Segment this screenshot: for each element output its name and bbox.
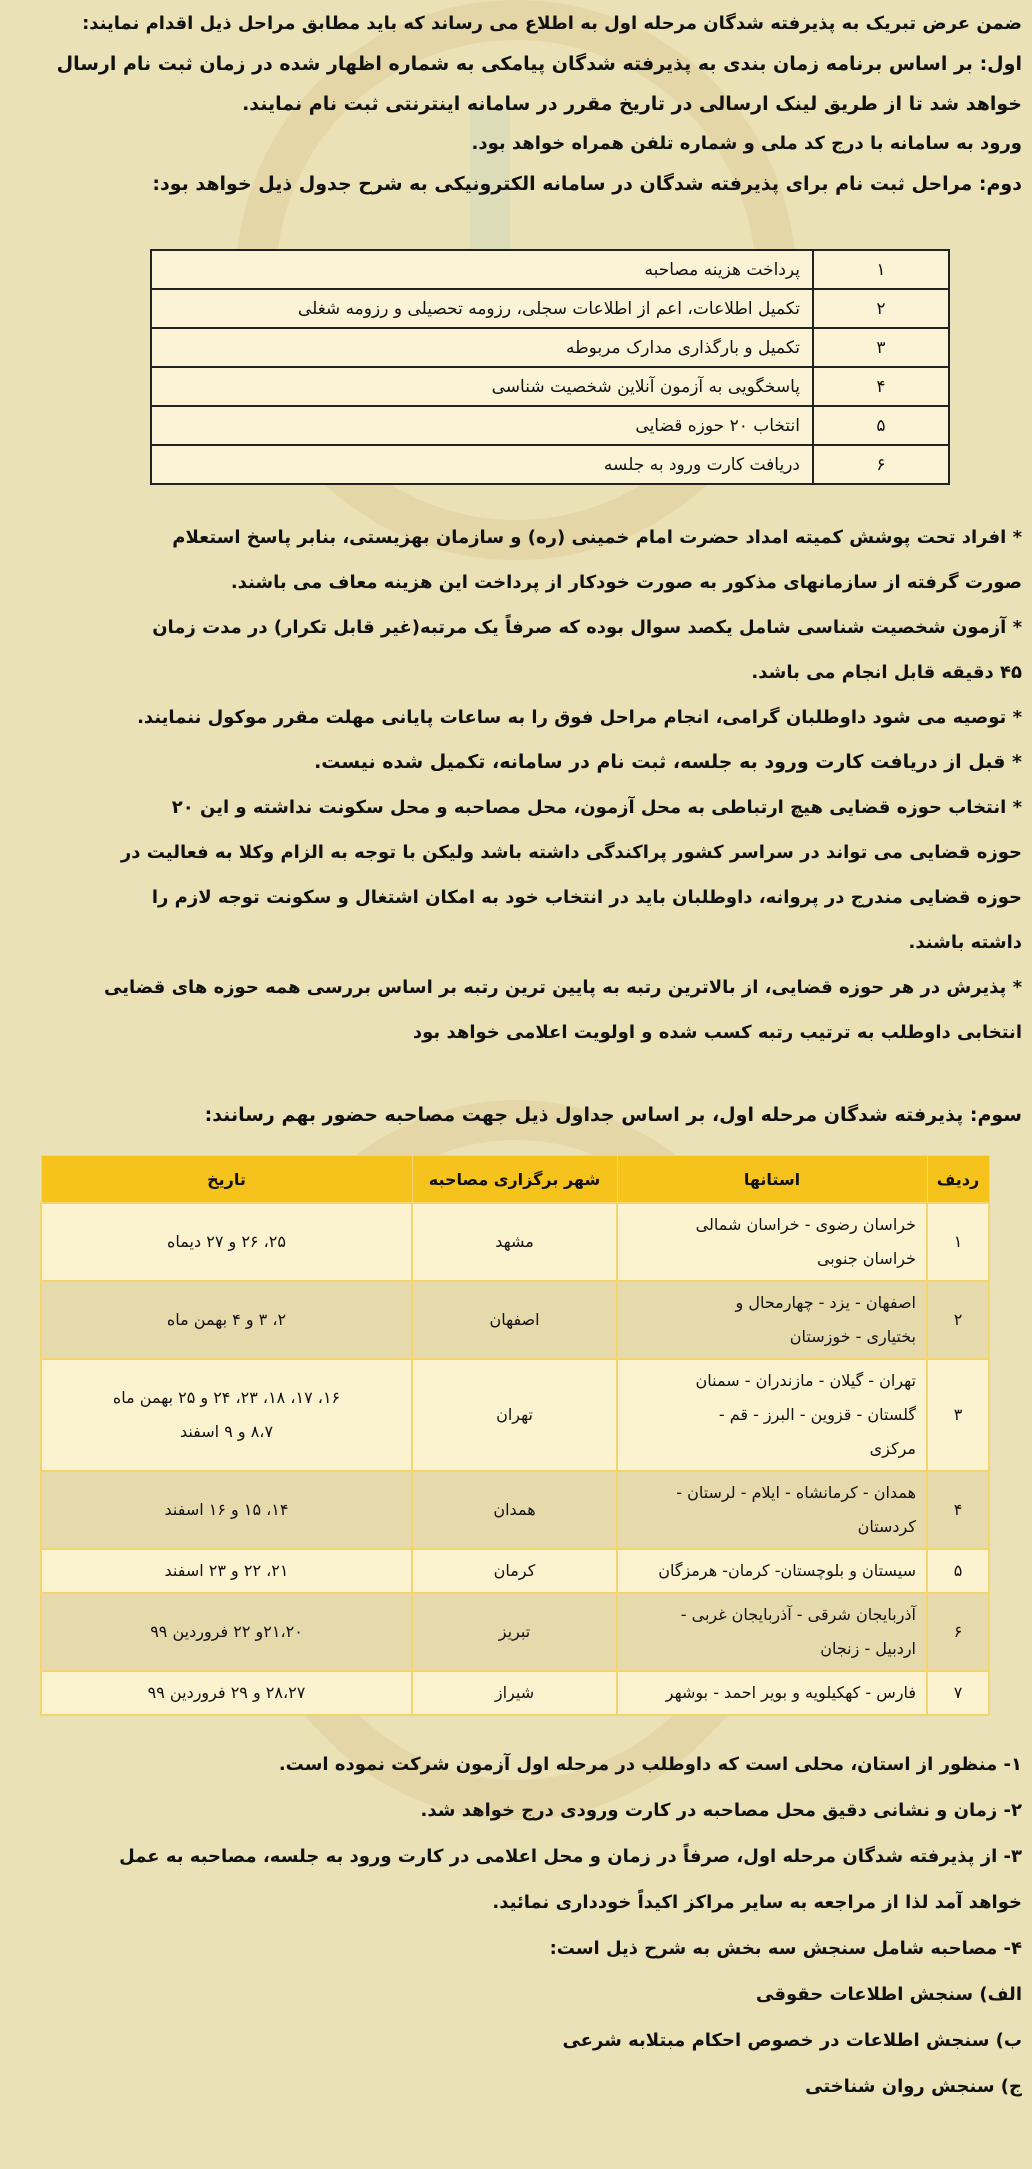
step-number: ۲ xyxy=(813,289,949,328)
province-line: فارس - کهکیلویه و بویر احمد - بوشهر xyxy=(665,1683,916,1702)
date-cell xyxy=(41,1671,412,1715)
third-text: پذیرفته شدگان مرحله اول، بر اساس جداول ذیل جهت مصاحبه حضور بهم رسانند: xyxy=(204,1104,964,1126)
city-cell: کرمان xyxy=(412,1549,617,1593)
schedule-row xyxy=(41,1203,989,1281)
row-number: ۲ xyxy=(927,1281,989,1359)
first-line-3: ورود به سامانه با درج کد ملی و شماره تلفن همراه خواهد بود. xyxy=(471,133,1022,154)
step-row xyxy=(151,406,949,445)
row-number: ۵ xyxy=(927,1549,989,1593)
schedule-row xyxy=(41,1281,989,1359)
column-header: استانها xyxy=(617,1156,927,1204)
provinces-cell xyxy=(617,1671,927,1715)
schedule-row xyxy=(41,1471,989,1549)
row-number: ۴ xyxy=(927,1471,989,1549)
step-text: دریافت کارت ورود به جلسه xyxy=(151,445,813,484)
note-line: حوزه قضایی می تواند در سراسر کشور پراکندگی داشته باشد ولیکن با توجه به الزام وکلا به فعالیت در xyxy=(120,842,1022,863)
provinces-cell xyxy=(617,1281,927,1359)
registration-steps-table xyxy=(150,249,950,485)
date-line: ۲۱،۲۰و ۲۲ فروردین ۹۹ xyxy=(150,1622,303,1641)
province-line: اصفهان - یزد - چهارمحال و xyxy=(735,1293,916,1312)
city-cell: تبریز xyxy=(412,1593,617,1671)
province-line: گلستان - قزوین - البرز - قم - xyxy=(718,1405,916,1424)
step-number: ۴ xyxy=(813,367,949,406)
note-line: صورت گرفته از سازمانهای مذکور به صورت خودکار از پرداخت این هزینه معاف می باشند. xyxy=(230,572,1022,593)
column-header: ردیف xyxy=(927,1156,989,1204)
step-text: پرداخت هزینه مصاحبه xyxy=(151,250,813,289)
date-line: ۲۸،۲۷ و ۲۹ فروردین ۹۹ xyxy=(147,1683,306,1702)
schedule-row xyxy=(41,1671,989,1715)
step-number: ۵ xyxy=(813,406,949,445)
provinces-cell xyxy=(617,1593,927,1671)
step-row xyxy=(151,445,949,484)
footnote-line: الف) سنجش اطلاعات حقوقی xyxy=(755,1984,1022,2005)
footnote-line: ۴- مصاحبه شامل سنجش سه بخش به شرح ذیل است: xyxy=(549,1938,1022,1959)
province-line: کردستان xyxy=(857,1517,916,1536)
step-row xyxy=(151,289,949,328)
first-line-2: خواهد شد تا از طریق لینک ارسالی در تاریخ مقرر در سامانه اینترنتی ثبت نام نمایند. xyxy=(242,93,1022,115)
province-line: سیستان و بلوچستان- کرمان- هرمزگان xyxy=(658,1561,916,1580)
note-line: ۴۵ دقیقه قابل انجام می باشد. xyxy=(751,662,1022,683)
city-cell: شیراز xyxy=(412,1671,617,1715)
note-line: * انتخاب حوزه قضایی هیچ ارتباطی به محل آزمون، محل مصاحبه و محل سکونت نداشته و این ۲۰ xyxy=(171,797,1022,818)
footnotes xyxy=(8,1742,1022,2110)
province-line: تهران - گیلان - مازندران - سمنان xyxy=(695,1371,916,1390)
province-line: اردبیل - زنجان xyxy=(820,1639,916,1658)
provinces-cell xyxy=(617,1203,927,1281)
schedule-row xyxy=(41,1549,989,1593)
date-line: ۲، ۳ و ۴ بهمن ماه xyxy=(166,1310,287,1329)
column-header: شهر برگزاری مصاحبه xyxy=(412,1156,617,1204)
provinces-cell xyxy=(617,1471,927,1549)
second-section xyxy=(8,164,1022,204)
schedule-row xyxy=(41,1593,989,1671)
interview-schedule-table xyxy=(40,1155,990,1716)
row-number: ۷ xyxy=(927,1671,989,1715)
step-text: تکمیل اطلاعات، اعم از اطلاعات سجلی، رزومه تحصیلی و رزومه شغلی xyxy=(151,289,813,328)
step-text: انتخاب ۲۰ حوزه قضایی xyxy=(151,406,813,445)
step-row xyxy=(151,328,949,367)
province-line: آذربایجان شرقی - آذربایجان غربی - xyxy=(680,1605,916,1624)
province-line: بختیاری - خوزستان xyxy=(789,1327,916,1346)
date-cell xyxy=(41,1593,412,1671)
step-text: تکمیل و بارگذاری مدارک مربوطه xyxy=(151,328,813,367)
row-number: ۱ xyxy=(927,1203,989,1281)
row-number: ۳ xyxy=(927,1359,989,1471)
date-line: ۱۶، ۱۷، ۱۸، ۲۳، ۲۴ و ۲۵ بهمن ماه xyxy=(112,1388,341,1407)
footnote-line: ۱- منظور از استان، محلی است که داوطلب در مرحله اول آزمون شرکت نموده است. xyxy=(278,1754,1022,1775)
note-line: انتخابی داوطلب به ترتیب رتبه کسب شده و اولویت اعلامی خواهد بود xyxy=(412,1022,1022,1043)
step-number: ۶ xyxy=(813,445,949,484)
first-line: بر اساس برنامه زمان بندی به پذیرفته شدگان پیامکی به شماره اظهار شده در زمان ثبت نام ارسال xyxy=(56,53,973,75)
footnote-line: ۳- از پذیرفته شدگان مرحله اول، صرفاً در زمان و محل اعلامی در کارت ورود به جلسه، مصاحبه به عمل xyxy=(119,1846,1022,1867)
date-line: ۱۴، ۱۵ و ۱۶ اسفند xyxy=(164,1500,289,1519)
city-cell: تهران xyxy=(412,1359,617,1471)
date-line: ۲۵، ۲۶ و ۲۷ دیماه xyxy=(167,1232,286,1251)
note-line: * پذیرش در هر حوزه قضایی، از بالاترین رتبه به پایین ترین رتبه بر اساس بررسی همه حوزه های قضایی xyxy=(104,977,1022,998)
step-number: ۳ xyxy=(813,328,949,367)
second-label: دوم: xyxy=(978,173,1022,195)
city-cell: مشهد xyxy=(412,1203,617,1281)
column-header: تاریخ xyxy=(41,1156,412,1204)
footnote-line: ۲- زمان و نشانی دقیق محل مصاحبه در کارت ورودی درج خواهد شد. xyxy=(420,1800,1022,1821)
city-cell: اصفهان xyxy=(412,1281,617,1359)
note-line: حوزه قضایی مندرج در پروانه، داوطلبان باید در انتخاب خود به امکان اشتغال و سکونت توجه لازم را xyxy=(151,887,1022,908)
schedule-row xyxy=(41,1359,989,1471)
province-line: خراسان جنوبی xyxy=(816,1249,916,1268)
step-row xyxy=(151,367,949,406)
date-cell xyxy=(41,1203,412,1281)
footnote-line: خواهد آمد لذا از مراجعه به سایر مراکز اکیداً خودداری نمائید. xyxy=(492,1892,1022,1913)
provinces-cell xyxy=(617,1359,927,1471)
footnote-line: ب) سنجش اطلاعات در خصوص احکام مبتلابه شرعی xyxy=(562,2030,1022,2051)
step-text: پاسخگویی به آزمون آنلاین شخصیت شناسی xyxy=(151,367,813,406)
third-section xyxy=(8,1095,1022,1135)
province-line: همدان - کرمانشاه - ایلام - لرستان - xyxy=(676,1483,916,1502)
second-text: مراحل ثبت نام برای پذیرفته شدگان در سامانه الکترونیکی به شرح جدول ذیل خواهد بود: xyxy=(152,173,973,195)
note-line: * توصیه می شود داوطلبان گرامی، انجام مراحل فوق را به ساعات پایانی مهلت مقرر موکول ننمایند. xyxy=(137,707,1022,728)
date-line: ۸،۷ و ۹ اسفند xyxy=(179,1422,274,1441)
footnote-line: ج) سنجش روان شناختی xyxy=(805,2076,1022,2097)
first-label: اول: xyxy=(979,53,1022,75)
note-line: * افراد تحت پوشش کمیته امداد حضرت امام خمینی (ره) و سازمان بهزیستی، بنابر پاسخ استعلام xyxy=(172,527,1022,548)
province-line: مرکزی xyxy=(869,1439,916,1458)
date-line: ۲۱، ۲۲ و ۲۳ اسفند xyxy=(164,1561,289,1580)
intro-text: ضمن عرض تبریک به پذیرفته شدگان مرحله اول به اطلاع می رساند که باید مطابق مراحل ذیل اقدام نمایند: xyxy=(82,13,1022,34)
notes xyxy=(8,515,1022,1055)
note-line: * آزمون شخصیت شناسی شامل یکصد سوال بوده که صرفاً یک مرتبه(غیر قابل تکرار) در مدت زمان xyxy=(152,617,1022,638)
province-line: خراسان رضوی - خراسان شمالی xyxy=(695,1215,916,1234)
third-label: سوم: xyxy=(969,1104,1022,1126)
first-section xyxy=(8,44,1022,84)
step-row xyxy=(151,250,949,289)
step-number: ۱ xyxy=(813,250,949,289)
date-cell xyxy=(41,1359,412,1471)
provinces-cell xyxy=(617,1549,927,1593)
date-cell xyxy=(41,1549,412,1593)
row-number: ۶ xyxy=(927,1593,989,1671)
note-line: * قبل از دریافت کارت ورود به جلسه، ثبت نام در سامانه، تکمیل شده نیست. xyxy=(314,751,1022,773)
note-line: داشته باشند. xyxy=(908,932,1022,953)
city-cell: همدان xyxy=(412,1471,617,1549)
date-cell xyxy=(41,1471,412,1549)
date-cell xyxy=(41,1281,412,1359)
